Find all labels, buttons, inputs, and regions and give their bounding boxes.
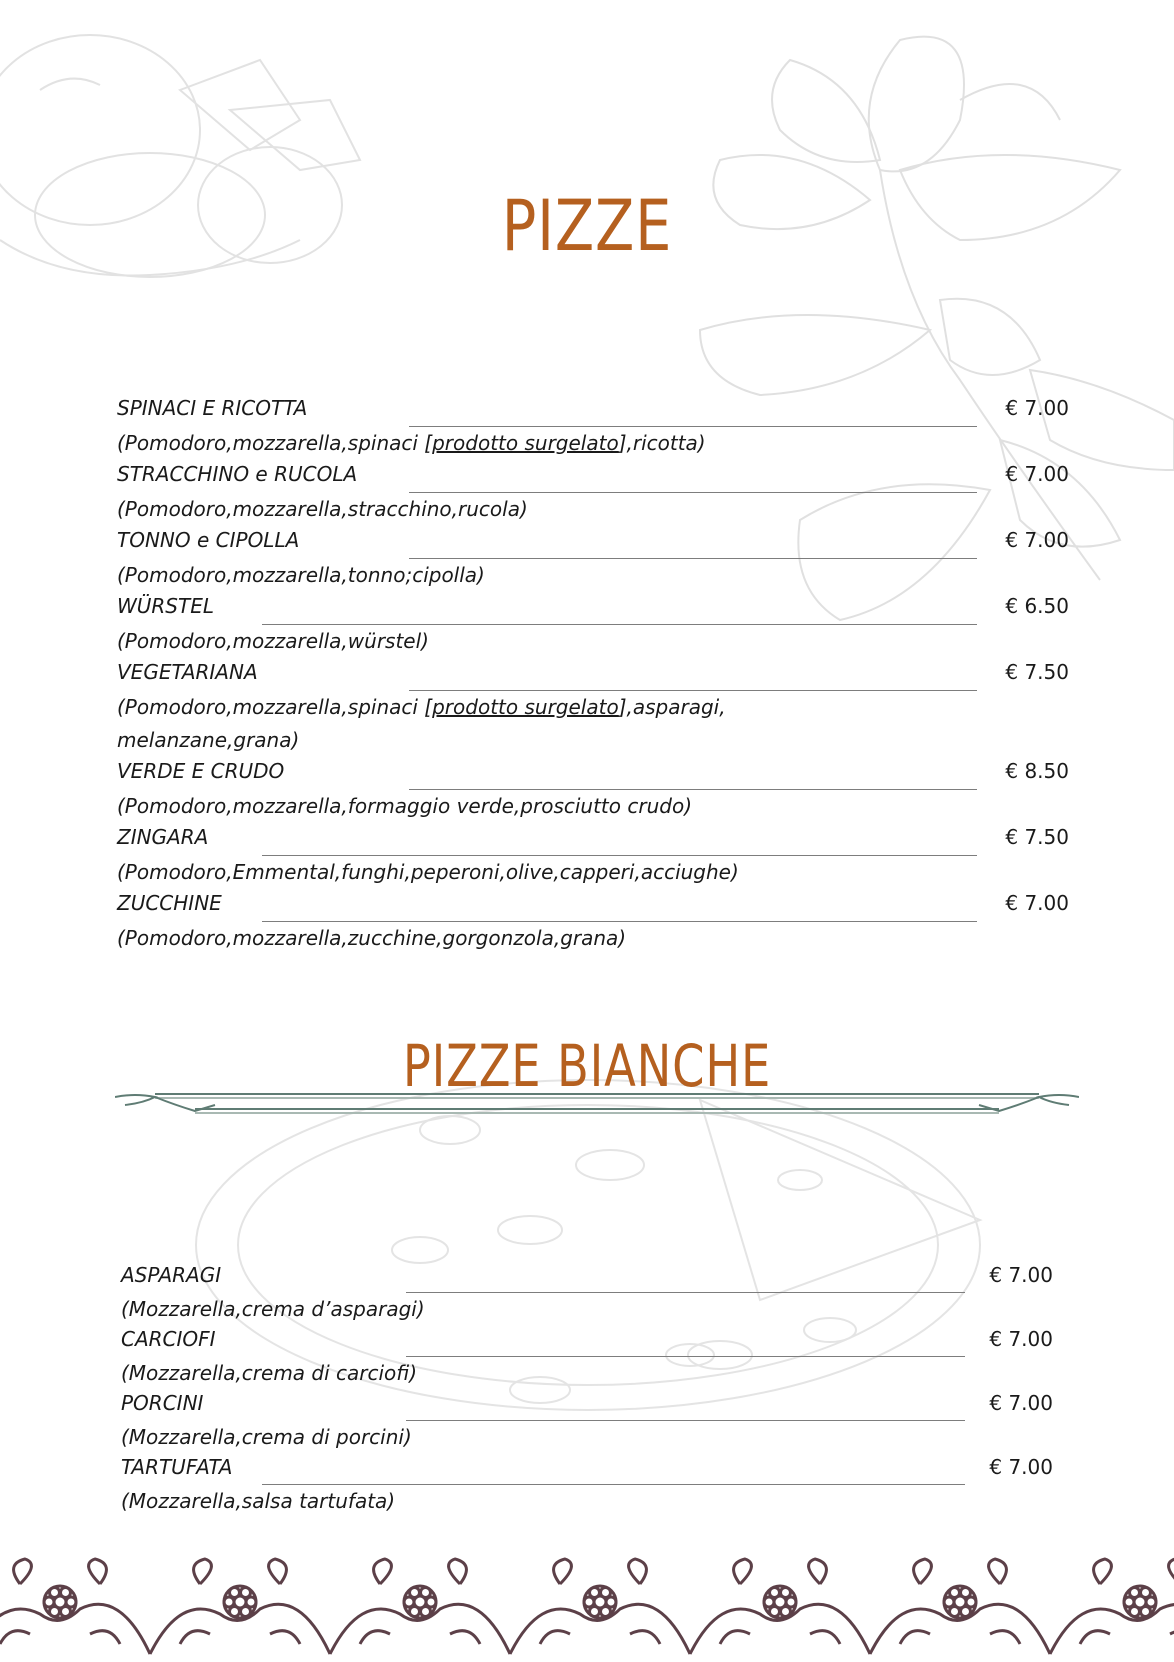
item-price: € 7.00 <box>1005 891 1069 915</box>
item-name: STRACCHINO e RUCOLA <box>117 462 358 486</box>
item-description: (Mozzarella,salsa tartufata) <box>121 1489 396 1513</box>
dotted-rule <box>409 690 977 691</box>
item-price: € 7.50 <box>1005 660 1069 684</box>
item-name: ASPARAGI <box>121 1263 222 1287</box>
floral-border-ornament <box>0 1554 1174 1662</box>
dotted-rule <box>262 921 977 922</box>
item-name: PORCINI <box>121 1391 204 1415</box>
item-name: VERDE E CRUDO <box>117 759 285 783</box>
item-description-cont: melanzane,grana) <box>117 728 300 752</box>
menu-list-pizze <box>117 394 1069 955</box>
item-description: (Pomodoro,mozzarella,tonno;cipolla) <box>117 563 485 587</box>
menu-item <box>117 757 1069 823</box>
item-description: (Pomodoro,mozzarella,zucchine,gorgonzola,grana) <box>117 926 627 950</box>
item-price: € 7.00 <box>989 1455 1053 1479</box>
item-description: (Mozzarella,crema di carciofi) <box>121 1361 418 1385</box>
dotted-rule <box>262 1484 965 1485</box>
menu-item <box>117 460 1069 526</box>
menu-item <box>117 526 1069 592</box>
menu-item <box>121 1325 1053 1389</box>
dotted-rule <box>409 492 977 493</box>
item-name: TONNO e CIPOLLA <box>117 528 300 552</box>
ornamental-divider <box>115 1085 1079 1125</box>
frozen-note: prodotto surgelato <box>432 431 619 455</box>
item-price: € 6.50 <box>1005 594 1069 618</box>
item-price: € 7.00 <box>989 1263 1053 1287</box>
item-name: SPINACI E RICOTTA <box>117 396 308 420</box>
item-description: (Mozzarella,crema di porcini) <box>121 1425 412 1449</box>
item-price: € 7.00 <box>1005 396 1069 420</box>
menu-list-pizze-bianche <box>121 1261 1053 1517</box>
item-price: € 7.50 <box>1005 825 1069 849</box>
menu-item <box>121 1261 1053 1325</box>
menu-item <box>117 658 1069 757</box>
dotted-rule <box>262 624 977 625</box>
dotted-rule <box>409 426 977 427</box>
section-title-pizze: PIZZE <box>501 184 673 267</box>
frozen-note: prodotto surgelato <box>432 695 619 719</box>
menu-item <box>117 889 1069 955</box>
dotted-rule <box>409 789 977 790</box>
dotted-rule <box>409 558 977 559</box>
item-description: (Pomodoro,mozzarella,würstel) <box>117 629 429 653</box>
menu-item <box>117 394 1069 460</box>
item-name: CARCIOFI <box>121 1327 216 1351</box>
item-price: € 8.50 <box>1005 759 1069 783</box>
menu-item <box>117 592 1069 658</box>
item-price: € 7.00 <box>989 1327 1053 1351</box>
item-name: VEGETARIANA <box>117 660 258 684</box>
item-price: € 7.00 <box>1005 528 1069 552</box>
item-price: € 7.00 <box>989 1391 1053 1415</box>
item-name: ZUCCHINE <box>117 891 222 915</box>
dotted-rule <box>406 1356 965 1357</box>
item-description: (Pomodoro,Emmental,funghi,peperoni,olive,capperi,acciughe) <box>117 860 739 884</box>
item-description: (Pomodoro,mozzarella,stracchino,rucola) <box>117 497 528 521</box>
menu-item <box>121 1453 1053 1517</box>
item-price: € 7.00 <box>1005 462 1069 486</box>
dotted-rule <box>262 855 977 856</box>
section-title-pizze-bianche: PIZZE BIANCHE <box>402 1031 772 1100</box>
menu-item <box>121 1389 1053 1453</box>
item-description: (Pomodoro,mozzarella,spinaci [prodotto surgelato],ricotta) <box>117 431 706 455</box>
item-description: (Mozzarella,crema d’asparagi) <box>121 1297 425 1321</box>
dotted-rule <box>406 1420 965 1421</box>
menu-item <box>117 823 1069 889</box>
dotted-rule <box>406 1292 965 1293</box>
item-description: (Pomodoro,mozzarella,spinaci [prodotto surgelato],asparagi, <box>117 695 726 719</box>
item-name: WÜRSTEL <box>117 594 215 618</box>
item-name: TARTUFATA <box>121 1455 233 1479</box>
item-description: (Pomodoro,mozzarella,formaggio verde,prosciutto crudo) <box>117 794 692 818</box>
item-name: ZINGARA <box>117 825 209 849</box>
